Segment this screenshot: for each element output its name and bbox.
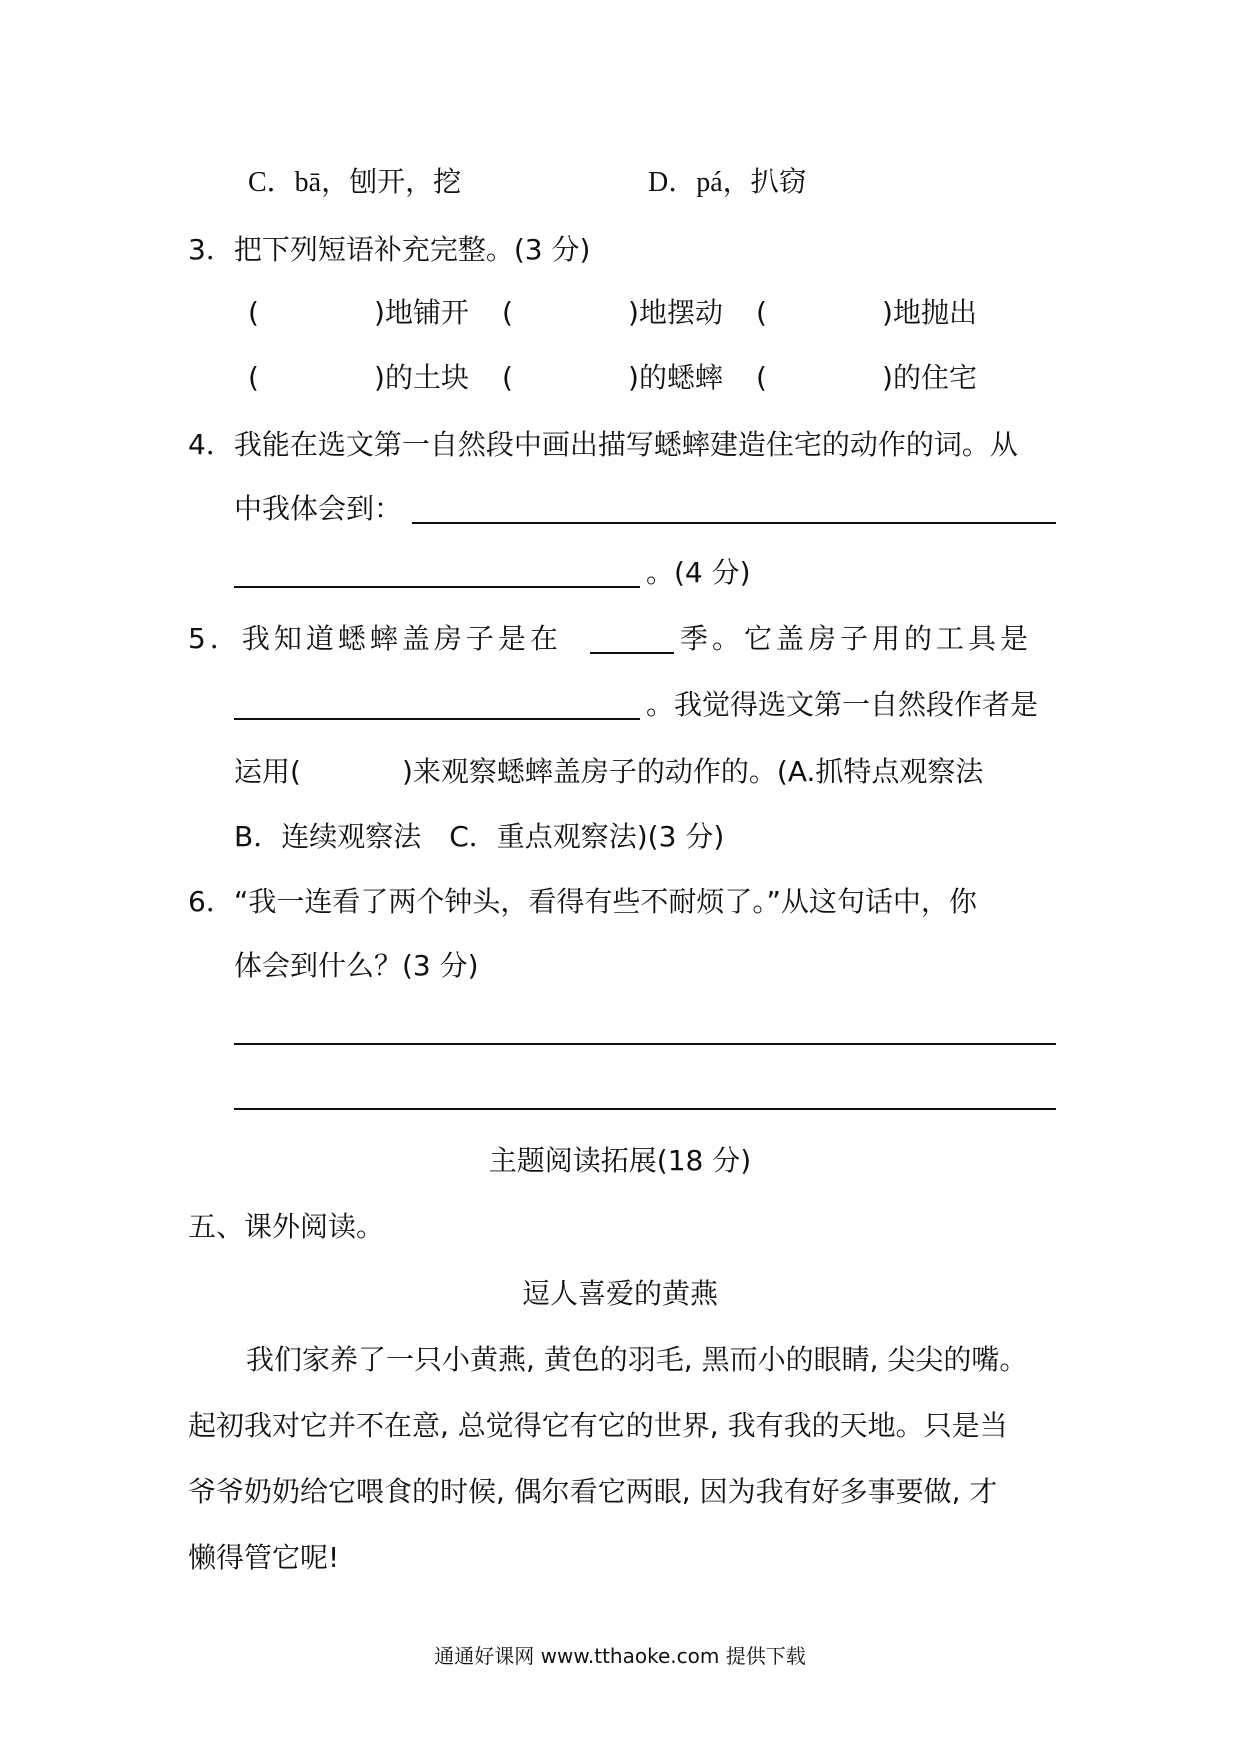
phrase-2-3: )的住宅: [882, 361, 977, 394]
open-paren: (: [502, 296, 513, 329]
phrase-1-1: )地铺开: [374, 296, 469, 329]
part-5-heading: 五、课外阅读。: [188, 1210, 385, 1243]
open-paren: (: [248, 361, 259, 394]
season-blank[interactable]: [590, 652, 674, 654]
section-title: 主题阅读拓展(18 分): [488, 1144, 752, 1177]
question-3-stem: 3．把下列短语补充完整。(3 分): [188, 233, 591, 266]
question-5-line-4: B．连续观察法 C．重点观察法)(3 分): [234, 820, 725, 853]
phrase-1-2: )地摆动: [628, 296, 723, 329]
open-paren: (: [756, 361, 767, 394]
open-paren: (: [502, 361, 513, 394]
option-c: C．bā，刨开，挖: [248, 167, 462, 198]
question-4-line-2: 中我体会到：: [234, 492, 403, 525]
question-4-score: 。(4 分): [646, 556, 751, 589]
answer-line[interactable]: [234, 1043, 1056, 1045]
article-line: 懒得管它呢!: [188, 1541, 340, 1574]
article-title: 逗人喜爱的黄燕: [521, 1277, 718, 1310]
phrase-1-3: )地抛出: [882, 296, 977, 329]
answer-blank[interactable]: [234, 586, 640, 588]
option-d: D．pá，扒窃: [648, 167, 807, 198]
open-paren: (: [248, 296, 259, 329]
phrase-2-1: )的土块: [374, 361, 469, 394]
footer-credit: 通通好课网 www.tthaoke.com 提供下载: [434, 1644, 806, 1668]
article-line: 我们家养了一只小黄燕, 黄色的羽毛, 黑而小的眼睛, 尖尖的嘴。: [246, 1343, 1028, 1376]
question-4-line-1: 4．我能在选文第一自然段中画出描写蟋蟀建造住宅的动作的词。从: [188, 428, 1018, 461]
question-6-line-2: 体会到什么？(3 分): [234, 949, 479, 982]
question-5-line-1a: 5．我知道蟋蟀盖房子是在: [188, 622, 562, 655]
tool-blank[interactable]: [234, 718, 640, 720]
question-5-line-3b: )来观察蟋蟀盖房子的动作的。(A.抓特点观察法: [402, 755, 984, 788]
answer-line[interactable]: [234, 1108, 1056, 1110]
question-5-line-1b: 季。它盖房子用的工具是: [680, 622, 1033, 655]
question-5-line-3a: 运用(: [234, 755, 301, 788]
question-5-line-2: 。我觉得选文第一自然段作者是: [646, 688, 1039, 721]
article-line: 爷爷奶奶给它喂食的时候, 偶尔看它两眼, 因为我有好多事要做, 才: [188, 1475, 998, 1508]
article-line: 起初我对它并不在意, 总觉得它有它的世界, 我有我的天地。只是当: [188, 1409, 1008, 1442]
answer-blank[interactable]: [412, 522, 1056, 524]
open-paren: (: [756, 296, 767, 329]
question-6-line-1: 6．“我一连看了两个钟头，看得有些不耐烦了。”从这句话中，你: [188, 885, 977, 918]
phrase-2-2: )的蟋蟀: [628, 361, 723, 394]
